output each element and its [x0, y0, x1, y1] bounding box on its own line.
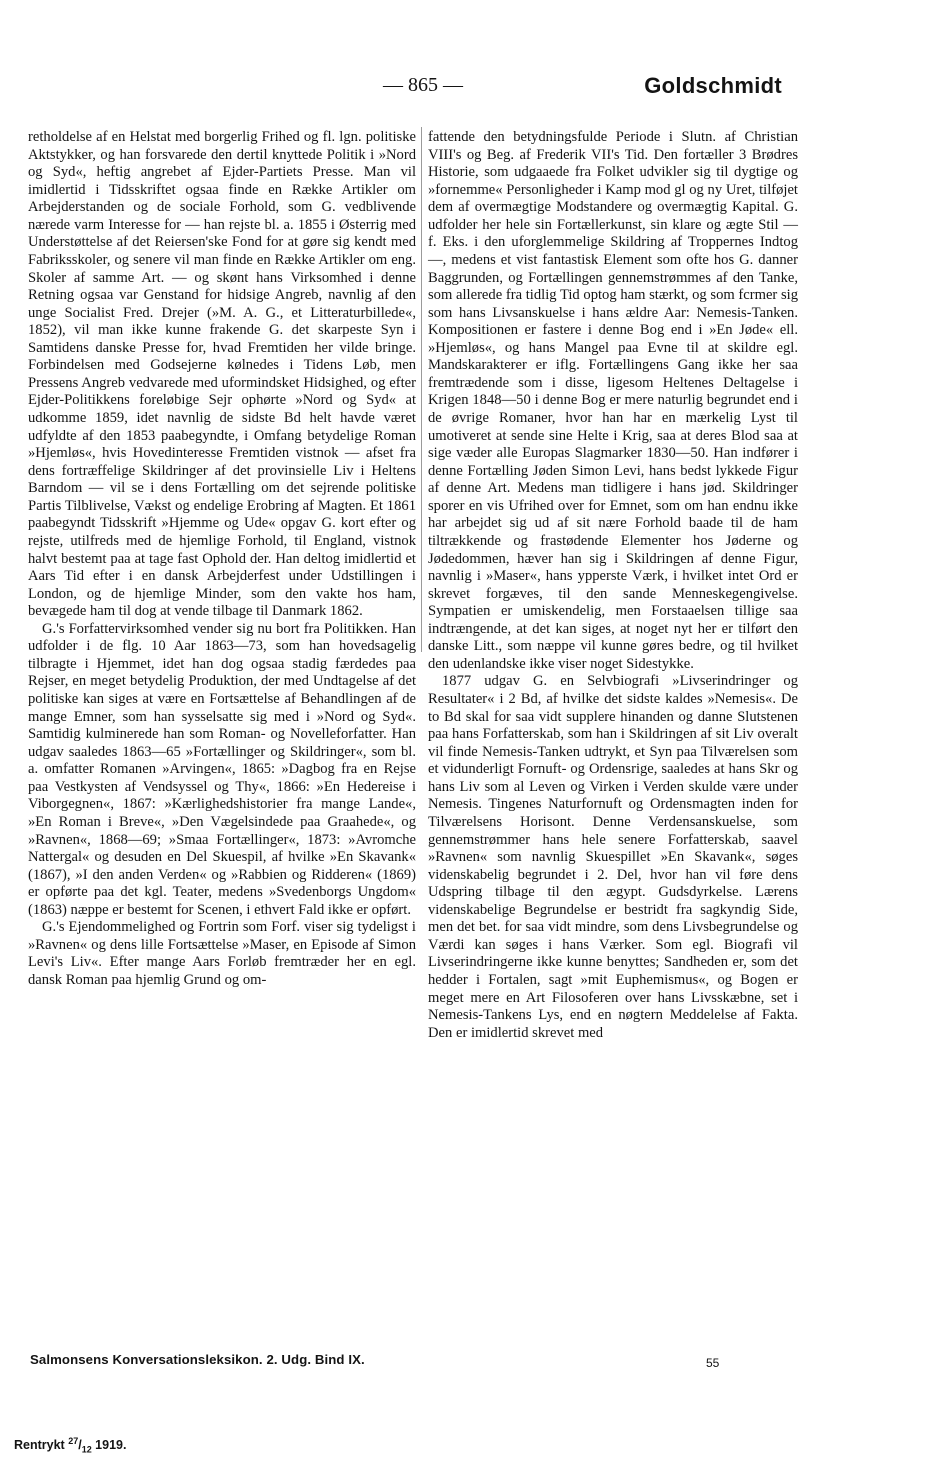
reprint-day: 27 — [68, 1436, 79, 1446]
paragraph: G.'s Forfattervirksomhed vender sig nu bort fra Politikken. Han udfolder i de flg. 10 Aar 1863—73, som han hovedsagelig tilbragte i Hjemmet, idet han dog ogsaa stadig færdedes paa Rejser, en meget betydelig Produktion, der med Undtagelse af det politiske kan siges at være en Fortsættelse af Behandlingen af de mange Emner, som han sysselsatte sig med i »Nord og Syd«. Samtidig kulminerede han som Roman- og Novelleforfatter. Han udgav saaledes 1863—65 »Fortællinger og Skildringer«, som bl. a. omfatter Romanen »Arvingen«, 1865: »Dagbog fra en Rejse paa Vestkysten af Vendsyssel og Thy«, 1866: »En Hedereise i Viborgegnen«, 1867: »Kærlighedshistorier fra mange Lande«, »En Roman i Breve«, »Den Vægelsindede paa Graahede«, og »Ravnen«, 1868—69; »Smaa Fortællinger«, 1873: »Avromche Nattergal« og desuden en Del Skuespil, af hvilke »En Skavank« (1867), »I den anden Verden« og »Rabbien og Ridderen« (1869) er opførte paa det kgl. Teater, medens »Svedenborgs Ungdom« (1863) næppe er bestemt for Scenen, i ethvert Fald ikke er opført. — [28, 620, 416, 918]
running-header — [0, 70, 928, 106]
paragraph: G.'s Ejendommelighed og Fortrin som Forf. viser sig tydeligst i »Ravnen« og dens lille Fortsættelse »Maser, en Episode af Simon Levi's Liv«. Efter mange Aars Forløb fremtræder her en egl. dansk Roman paa hjemlig Grund og om- — [28, 919, 416, 988]
right-column — [428, 129, 798, 1042]
footer-source: Salmonsens Konversationsleksikon. 2. Udg. Bind IX. — [30, 1352, 365, 1367]
reprint-prefix: Rentrykt — [14, 1438, 69, 1453]
reprint-month: 12 — [81, 1444, 92, 1455]
page-number: — 865 — — [383, 74, 463, 96]
paragraph: fattende den betydningsfulde Periode i Slutn. af Christian VIII's og Beg. af Frederik VII's Tid. Den fortæller 3 Brødres Historie, som udgaaede fra Folket udvikler sig til dygtige og »fornemme« Personligheder i Kamp mod gl og ny Uret, tilføjet dem af overmægtige Modstandere og overmægtig Kapital. G. udfolder her hele sin Fortællerkunst, sin klare og ægte Stil — f. Eks. i den uforglemmelige Skildring af Troppernes Indtog —, medens et vist fantastisk Element som ofte hos G. danner Baggrunden, og Fortællingen gennemstrømmes af den Tanke, som allerede fra tidlig Tid optog ham stærkt, og som fcrmer sig som hans Livsanskuelse i hans ældre Aar: Nemesis-Tanken. Kompositionen er fastere i denne Bog end i »En Jøde« ell. »Hjemløs«, og hans Mangel paa Evne til at skildre egl. Mandskarakterer er iflg. Fortællingens Gang ikke her saa fremtrædende som i disse, ligesom Heltenes Deltagelse i Krigen 1848—50 i denne Bog er mere naturlig begrundet end i de øvrige Romaner, hvor han har en mærkelig Lyst til umotiveret at sende sine Helte i Krig, saa at deres Blod saa at sige væder alle Europas Slagmarker 1830—50. Han indfører i denne Fortælling Jøden Simon Levi, hans bedst lykkede Figur af denne Art. Medens man tidligere i hans jød. Skildringer sporer en vis Ufrihed over for Emnet, som om han endnu ikke har arbejdet sig ud af sit nære Forhold baade til de ham tiltrækkende og frastødende Elementer hos Jøderne og Jødedommen, hæver han sig i Skildringen af denne Figur, navnlig i »Maser«, hans ypperste Værk, i hvilket intet Ord er skrevet forgæves, til den sande Menneskegengivelse. Sympatien er umiskendelig, men Forstaaelsen tillige saa indtrængende, at det kan siges, at noget nyt her er tilført den danske Litt., som næppe vil kunne gøres bedre, og til hvilket den udenlandske ikke viser noget Sidestykke. — [428, 129, 798, 672]
column-rule — [421, 127, 422, 652]
left-column — [28, 129, 416, 990]
paragraph: 1877 udgav G. en Selvbiografi »Livserindringer og Resultater« i 2 Bd, af hvilke det sidste kaldes »Nemesis«. De to Bd skal for saa vidt supplere hinanden og danne Slutstenen paa hans Forfatterskab, som han i Skildringen af sit Liv overalt vil finde Nemesis-Tanken udtrykt, et Syn paa Tilværelsen som et vidunderligt Fornuft- og Ordensrige, saaledes at hans Skr og hans Liv som al Leven og Virken i Verden skulde være under Nemesis. Tingenes Naturfornuft og Ordensmagten inden for Tilværelsens Horisont. Denne Verdensanskuelse, som gennemstrømmer hans hele senere Forfatterskab, saavel »Ravnen« som navnlig Skuespillet »En Skavank«, søges videnskabelig begrundet i 2. Del, hvor han vil føre dens Udspring tilbage til den ægypt. Gudsdyrkelse. Lærens videnskabelige Begrundelse er bestridt fra sagkyndig Side, men det bet. for saa vidt mindre, som dens Livsbegrundelse og Værdi kan søges i hans Værker. Som egl. Biografi vil Livserindringerne ikke kunne benyttes; Sandheden er, som det hedder i Fortalen, sagt »mit Euphemismus«, og Bogen er meget mere en Art Filosoferen over hans Livsskæbne, set i Nemesis-Tankens Lys, end en nøgtern Meddelelse af Fakta. Den er imidlertid skrevet med — [428, 673, 798, 1041]
head-word: Goldschmidt — [644, 73, 782, 98]
reprint-note: Rentrykt $^{27}/_{12}$ 1919. — [14, 1436, 127, 1455]
sheet-number: 55 — [706, 1356, 720, 1370]
paragraph: retholdelse af en Helstat med borgerlig Frihed og fl. lgn. politiske Aktstykker, og han forsvarede den dertil knyttede Politik i »Nord og Syd«, heftig angrebet af Ejder-Partiets Presse. Man vil imidlertid i Tidsskriftet ogsaa finde en Række Artikler om Arbejderstanden og de sociale Forhold, som G. vedblivende nærede varm Interesse for — han rejste bl. a. 1855 i Østerrig med Understøttelse af det Reiersen'ske Fond for at gøre sig kendt med Fabriksskoler, og senere vil man finde en Række Artikler om eng. Skoler af samme Art. — og skønt hans Virksomhed i denne Retning ogsaa var Genstand for hidsige Angreb, navnlig af den unge Socialist Fred. Drejer (»M. A. G., et Litteraturbillede«, 1852), vil man ikke kunne frakende G. det skarpeste Syn i Samtidens danske Presse for, hvad Fremtiden her vilde bringe. Forbindelsen med Godsejerne kølnedes i Tidens Løb, men Pressens Angreb vedvarede med uformindsket Hidsighed, og efter Ejder-Politikkens foreløbige Sejr ophørte »Nord og Syd« at udkomme 1859, idet navnlig de sidste Bd helt havde været udfyldte af den 1853 paabegyndte, i Omfang betydelige Roman »Hjemløs«, hvis Hovedinteresse Fremtiden vistnok — afset fra dens fortræffelige Skildringer af det provinsielle Liv i Heltens Barndom — vil se i dens Fortælling om det sejrende politiske Partis Tilblivelse, Vækst og endelige Erobring af Magten. Et 1861 paabegyndt Tidsskrift »Hjemme og Ude« opgav G. kort efter og rejste, utilfreds med de hjemlige Forhold, til England, vistnok halvt bestemt paa at tage fast Ophold der. Han deltog imidlertid et Aars Tid efter i en dansk Arbejderfest under Udstillingen i London, og de hjemlige Minder, som den vakte hos ham, bevægede ham til dog at vende tilbage til Danmark 1862. — [28, 129, 416, 620]
reprint-year: 1919. — [91, 1438, 127, 1453]
